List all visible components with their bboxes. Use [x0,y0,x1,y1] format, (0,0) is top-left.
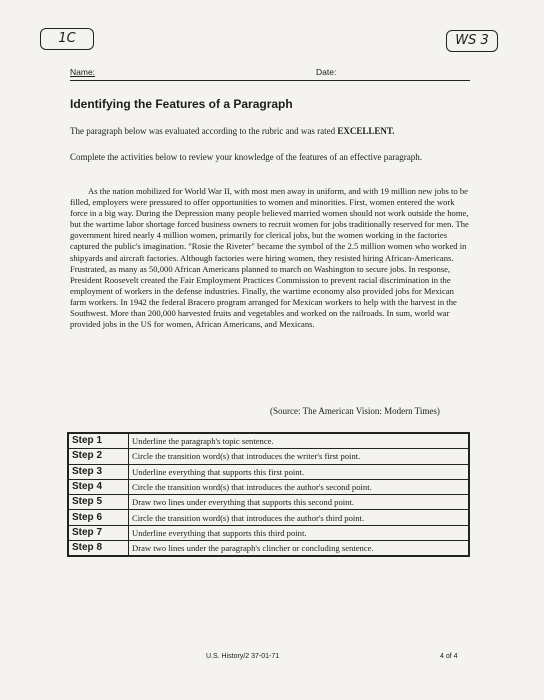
source-citation: (Source: The American Vision: Modern Times) [270,406,440,416]
table-row [68,541,469,557]
rating-text: EXCELLENT. [337,126,395,136]
step-label: Step 5 [68,495,129,510]
step-instruction: Draw two lines under the paragraph's clincher or concluding sentence. [129,541,470,557]
instructions-text: Complete the activities below to review your knowledge of the features of an effective paragraph. [70,152,422,162]
intro-sentence: The paragraph below was evaluated according to the rubric and was rated [70,126,338,136]
worksheet-tag: WS 3 [446,30,498,52]
step-instruction: Underline everything that supports this third point. [129,525,470,540]
intro-text [70,126,475,137]
steps-table [67,432,470,557]
table-row [68,479,469,494]
step-label: Step 2 [68,449,129,464]
name-date-line[interactable] [70,66,470,81]
step-instruction: Circle the transition word(s) that introduces the author's second point. [129,479,470,494]
footer-course: U.S. History/2 37-01-71 [206,653,280,660]
step-label: Step 4 [68,479,129,494]
step-label: Step 1 [68,433,129,449]
step-instruction: Draw two lines under everything that supports this second point. [129,495,470,510]
table-row [68,495,469,510]
step-instruction: Underline everything that supports this first point. [129,464,470,479]
table-row [68,525,469,540]
step-label: Step 7 [68,525,129,540]
step-label: Step 8 [68,541,129,557]
page-title: Identifying the Features of a Paragraph [70,97,293,111]
step-instruction: Underline the paragraph's topic sentence. [129,433,470,449]
footer-page-number: 4 of 4 [440,653,458,660]
table-row [68,464,469,479]
name-label: Name: [70,67,96,77]
step-label: Step 6 [68,510,129,525]
table-row [68,510,469,525]
sample-paragraph: As the nation mobilized for World War II, with most men away in uniform, and with 19 million new jobs to be filled, employers were pressured to offer opportunities to women and minorities. First, women entered the work force in a big way. During the Depression many people believed married women should not work outside the home, but the wartime labor shortage forced business owners to recruit women for jobs traditionally reserved for men. The government hired nearly 4 million women, primarily for clerical jobs, but the women working in the factories captured the public's imagination. "Rosie the Riveter" became the symbol of the 2.5 million women who worked in shipyards and aircraft factories. Although factories were hiring women, they resisted hiring African-Americans. Frustrated, as many as 50,000 African Americans planned to march on Washington to secure jobs. In response, President Roosevelt created the Fair Employment Practices Commission to prevent racial discrimination in the employment of workers in the defense industries. Finally, the wartime economy also provided jobs for Mexican farm workers. In 1942 the federal Bracero program arranged for Mexican workers to help with the harvest in the Southwest. More than 200,000 harvested fruits and vegetables and worked on the railroads. In sum, world war provided jobs in the US for women, African Americans, and Mexicans. [70,186,469,330]
date-label: Date: [316,67,337,77]
step-label: Step 3 [68,464,129,479]
class-tag: 1C [40,28,94,50]
step-instruction: Circle the transition word(s) that introduces the writer's first point. [129,449,470,464]
table-row [68,449,469,464]
step-instruction: Circle the transition word(s) that introduces the author's third point. [129,510,470,525]
table-row [68,433,469,449]
